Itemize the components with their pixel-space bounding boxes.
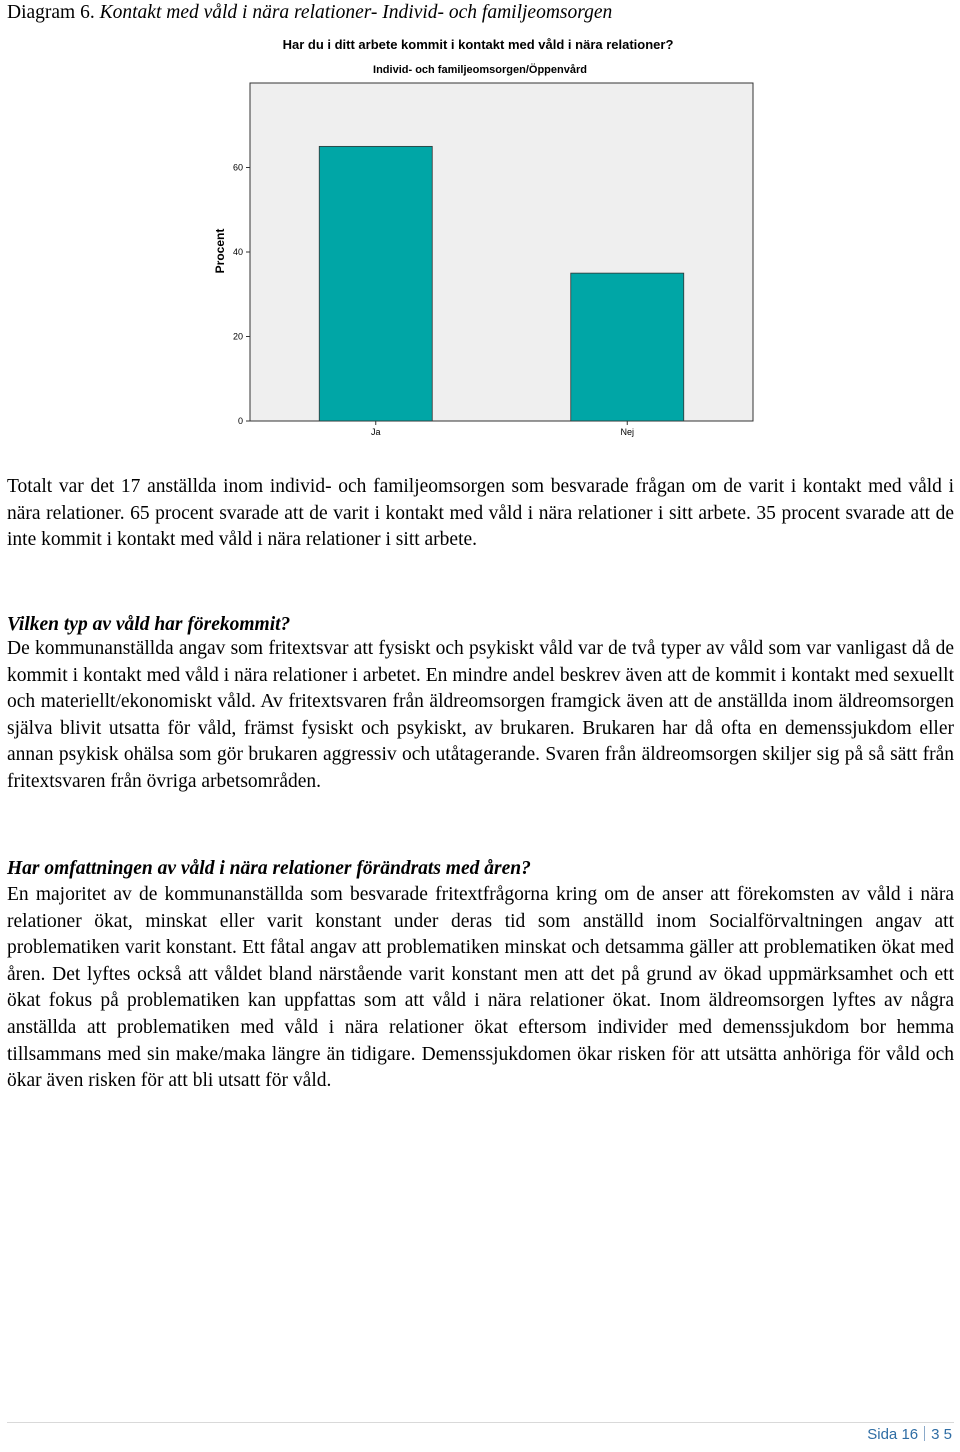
page-number: 16 <box>901 1426 919 1443</box>
paragraph-type-of-violence: De kommunanställda angav som fritextsvar att fysiskt och psykiskt våld var de två typer av våld som var vanligast då de kommit i kontakt med våld i nära relationer i arbetet. En mindre andel beskrev även att de kommit i kontakt med sexuellt och materiellt/ekonomiskt våld. Av fritextsvaren från äldreomsorgen framgick även att de anställda inom äldreomsorgen själva blivit utsatta för våld, främst fysiskt och psykiskt, av brukaren. Brukaren har då ofta en demenssjukdom eller annan psykisk ohälsa som gör brukaren aggressiv och utåtagerande. Svaren från äldreomsorgen skiljer sig på så sätt från fritextsvaren från övriga arbetsområden. <box>7 638 954 792</box>
bar-nej <box>571 273 684 421</box>
paragraph-change-over-years: En majoritet av de kommunanställda som besvarade fritextfrågorna kring om de anser att förekomsten av våld i nära relationer ökat, minskat eller varit konstant under deras tid som anställd inom Socialförvaltningen angav att problematiken varit konstant. Ett fåtal angav att problematiken minskat och detsamma gäller att problematiken ökat med åren. Det lyftes också att våldet bland närstående varit konstant men att det på grund av ökad uppmärksamhet och ett ökat fokus på problematiken kan uppfattas som att våld i nära relationer ökat. Inom äldreomsorgen lyftes av några anställda att problematiken med våld i nära relationer ökat eftersom individer med demenssjukdom bor hemma tillsammans med sin make/maka längre än tidigare. Demenssjukdomen ökar risken för att utsätta anhöriga för våld och ökar även risken för att bli utsatt för våld. <box>7 884 954 1092</box>
y-tick-label: 20 <box>232 331 243 342</box>
paragraph-summary: Totalt var det 17 anställda inom individ- och familjeomsorgen som besvarade frågan om de varit i kontakt med våld i nära relationer. 65 procent svarade att de varit i kontakt med våld i nära relationer i sitt arbete. 35 procent svarade att de inte kommit i kontakt med våld i nära relationer i sitt arbete. <box>7 476 954 551</box>
heading-change-over-years: Har omfattningen av våld i nära relationer förändrats med åren? <box>7 858 531 879</box>
bar-chart-svg <box>205 32 765 447</box>
heading-type-of-violence: Vilken typ av våld har förekommit? <box>7 614 291 635</box>
y-tick-label: 60 <box>232 162 243 173</box>
caption-prefix: Diagram 6. <box>7 2 95 23</box>
x-axis-ticks <box>371 421 634 437</box>
y-axis-ticks <box>233 163 250 427</box>
caption-title: Kontakt med våld i nära relationer- Individ- och familjeomsorgen <box>99 2 613 23</box>
chart-subtitle: Individ- och familjeomsorgen/Öppenvård <box>373 64 587 76</box>
y-tick-label: 40 <box>232 247 243 257</box>
bar-chart <box>205 32 765 447</box>
y-axis-label: Procent <box>213 228 227 274</box>
figure-caption <box>7 2 612 24</box>
page-footer <box>867 1426 952 1443</box>
chart-title: Har du i ditt arbete kommit i kontakt med våld i nära relationer? <box>282 37 674 52</box>
x-tick-label: Ja <box>370 427 381 437</box>
footer-separator <box>924 1426 925 1441</box>
x-tick-label: Nej <box>620 427 635 437</box>
footer-divider <box>7 1422 954 1423</box>
page-total: 3 5 <box>931 1426 952 1443</box>
footer-label: Sida <box>867 1426 898 1443</box>
bar-ja <box>319 146 432 421</box>
y-tick-label: 0 <box>237 416 243 426</box>
